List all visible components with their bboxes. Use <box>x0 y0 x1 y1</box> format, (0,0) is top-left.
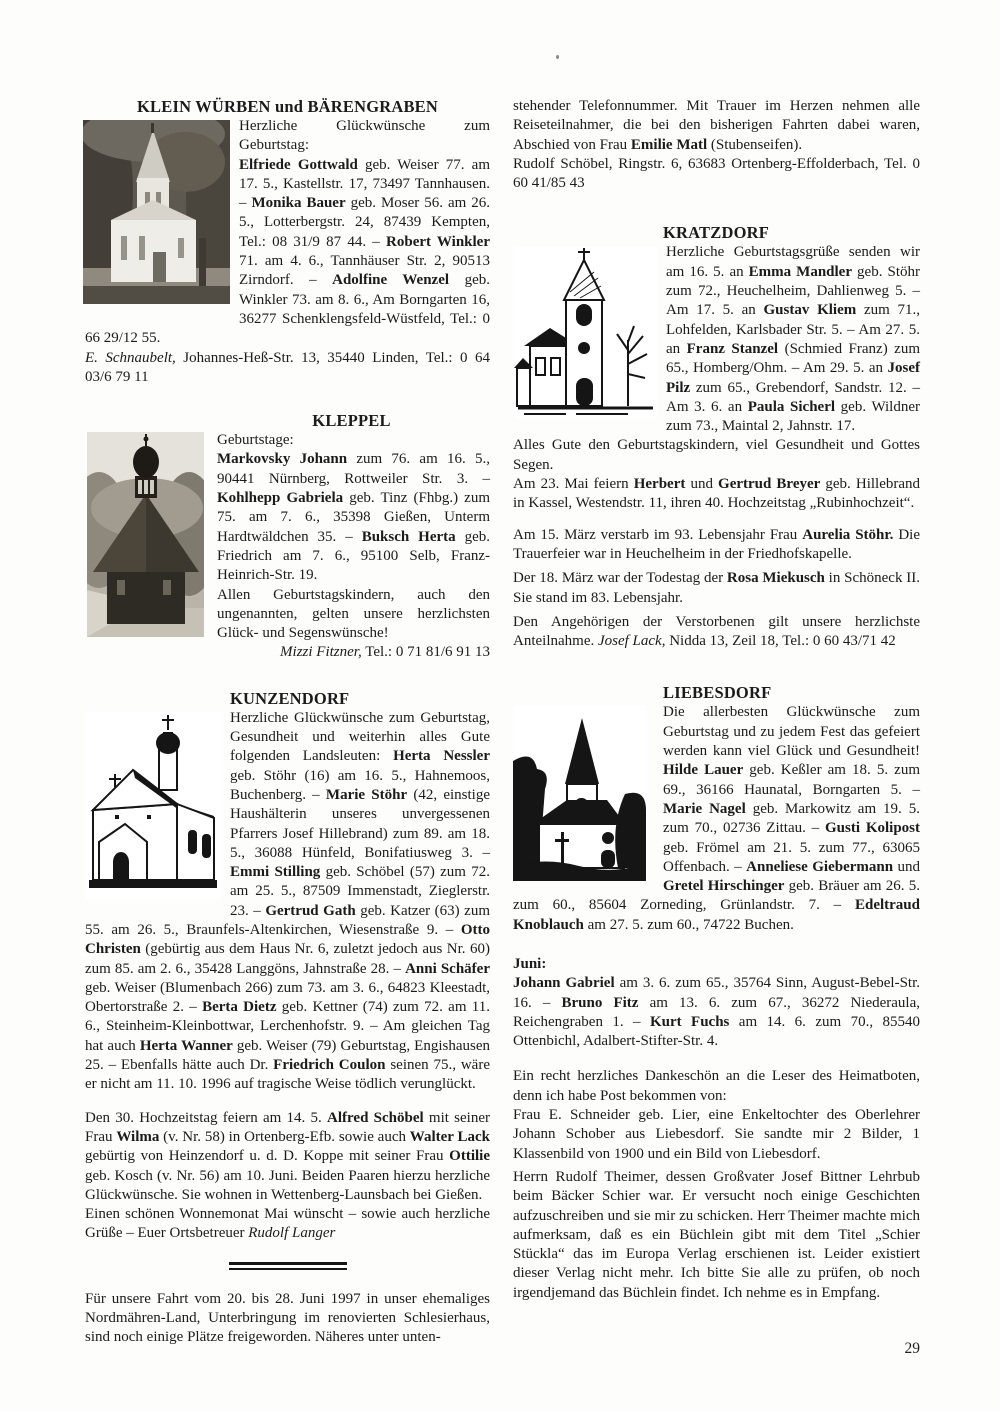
text-run: geb. Stöhr (16) am 16. 5., Hahnemoos, Buchenberg. – <box>230 767 490 803</box>
bold-text-run: Buksch Herta <box>361 528 456 545</box>
bold-text-run: Juni: <box>513 955 547 972</box>
page-number: 29 <box>904 1340 920 1357</box>
section-heading-liebesdorf: LIEBESDORF <box>663 683 772 703</box>
text-run: Am 23. Mai feiern <box>513 476 634 493</box>
bold-text-run: Gertrud Breyer <box>718 476 821 493</box>
bold-text-run: Gusti Kolipost <box>825 820 921 837</box>
text-run: am 3. 6. zum 65., 35764 Sinn, August-Bebel-Str. 16. – <box>513 975 921 1011</box>
ruby-wedding-paragraph <box>513 475 920 514</box>
anniversary-paragraph <box>85 1109 490 1205</box>
bold-text-run: Paula Sicherl <box>747 398 836 415</box>
bold-text-run: Kohlhepp Gabriela <box>217 490 344 507</box>
text-run: geb. Weiser 77. am 17. 5., Kastellstr. 17, 73497 Tannhausen. – <box>239 156 490 212</box>
trip-notice-paragraph <box>85 1290 490 1348</box>
text-run: Die allerbesten Glückwünsche zum Geburtstag und zu jedem Fest das gefeiert werden kann viel Glück und Gesundheit! <box>663 704 920 760</box>
text-run: in Schöneck II. Sie stand im 83. Lebensjahr. <box>513 570 920 606</box>
obituary-stoehr <box>513 526 920 565</box>
bold-text-run: Gretel Hirschinger <box>663 878 785 895</box>
text-run: Am 15. März verstarb im 93. Lebensjahr Frau <box>513 526 803 543</box>
letter-theimer-paragraph <box>513 1168 920 1303</box>
text-run: geb. Markowitz am 19. 5. zum 70., 02736 Zittau. – <box>663 800 920 837</box>
bold-text-run: Anni Schäfer <box>405 960 490 977</box>
bold-text-run: Marie Stöhr <box>325 786 408 803</box>
text-run: zum 65., Grebendorf, Sandstr. 12. – Am 3. 6. an <box>666 379 920 415</box>
text-run: Einen schönen Wonnemonat Mai wünscht – sowie auch herzliche Grüße – Euer Ortsbetreuer <box>85 1206 490 1242</box>
text-run: am 27. 5. zum 60., 74722 Buchen. <box>583 916 794 933</box>
june-birthdays <box>513 974 920 1051</box>
text-run: Ein recht herzliches Dankeschön an die Leser des Heimatboten, denn ich habe Post bekommen von: <box>513 1068 920 1104</box>
text-run: mit seiner Frau <box>85 1109 490 1145</box>
may-greeting-paragraph <box>85 1205 490 1244</box>
text-run: stehender Telefonnummer. Mit Trauer im Herzen nehmen alle Reiseteilnahmer, die bei den bisherigen Fahrten dabei waren, Abschied von Frau <box>513 98 920 153</box>
text-run: geb. Stöhr zum 72., Heuchelheim, Dahlienweg 5. – Am 17. 5. an <box>666 263 920 319</box>
bold-text-run: Elfriede Gottwald <box>239 156 358 173</box>
trip-notice-continued <box>513 97 920 155</box>
text-run: Die Trauerfeier war in Heuchelheim in der Friedhofskapelle. <box>513 526 920 562</box>
right-column <box>513 97 920 1303</box>
text-run: Geburtstage: <box>217 432 294 449</box>
bold-text-run: Herbert <box>633 476 686 493</box>
text-run: geb. Katzer (63) zum 55. am 26. 5., Braunfels-Altenkirchen, Wiesenstraße 9. – <box>85 902 490 938</box>
kleppel-chapel-photo <box>87 432 204 637</box>
bold-text-run: Emilie Matl <box>630 136 708 153</box>
bold-text-run: Adolfine Wenzel <box>332 272 450 289</box>
text-run: und <box>893 858 921 875</box>
bold-text-run: Monika Bauer <box>251 195 346 212</box>
kunzendorf-church-drawing <box>85 712 222 900</box>
bold-text-run: Aurelia Stöhr. <box>802 526 894 543</box>
text-run: geb. Winkler 73. am 8. 6., Am Borngarten 16, 36277 Schenklengsfeld-Wüstfeld, Tel.: 0 66 29/12 55. <box>85 272 490 347</box>
bold-text-run: Emma Mandler <box>748 263 852 280</box>
text-run: Herzliche Glückwünsche zum Geburtstag, Gesundheit und weiterhin alles Gute folgenden Landsleuten: <box>230 709 490 765</box>
bold-text-run: Walter Lack <box>409 1128 490 1145</box>
bold-text-run: Emmi Stilling <box>230 864 321 881</box>
text-run: geb. Bräuer am 26. 5. zum 60., 85604 Zorneding, Grünlandstr. 7. – <box>513 878 921 914</box>
text-run: (Schmied Franz) zum 65., Homberg/Ohm. – Am 29. 5. an <box>666 340 920 377</box>
bold-text-run: Otto Christen <box>85 921 490 958</box>
text-run: Für unsere Fahrt vom 20. bis 28. Juni 1997 in unser ehemaliges Nordmähren-Land, Unterbringung im renovierten Schlesierhaus, sind noch einige Plätze freigeworden. Näheres unter unten- <box>85 1290 490 1346</box>
bold-text-run: Edeltraud Knoblauch <box>513 897 920 933</box>
section-heading-kunzendorf: KUNZENDORF <box>230 688 350 708</box>
bold-text-run: Herta Wanner <box>139 1037 233 1054</box>
italic-text-run: E. Schnaubelt, <box>85 349 176 366</box>
bold-text-run: Ottilie <box>449 1148 490 1165</box>
bold-text-run: Gustav Kliem <box>763 302 857 319</box>
klein-wuerben-church-photo <box>83 120 230 304</box>
text-run: Herrn Rudolf Theimer, dessen Großvater Josef Bittner Lehrbub beim Bäcker Schier war. Er versucht noch einige Geschichten aufzuschreiben und sie mir zu schicken. Herr Theimer machte mich aufmerksam, daß es ein Büchlein gibt mit dem Titel „Schier Stückla“ das im Europa Verlag erschienen ist. Leider existiert dieser Verlag nicht mehr. Ich bitte Sie alle zu prüfen, ob noch irgendjemand das Büchlein findet. Ich nehme es in Empfang. <box>513 1168 920 1301</box>
bold-text-run: Josef Pilz <box>666 360 920 396</box>
bold-text-run: Gertrud Gath <box>265 902 356 919</box>
text-run: am 13. 6. zum 67., 36272 Niederaula, Reichengraben 1. – <box>513 994 920 1030</box>
text-run: am 14. 6. zum 70., 85540 Ottenbichl, Adalbert-Stifter-Str. 4. <box>513 1013 920 1050</box>
bold-text-run: Hilde Lauer <box>663 762 744 779</box>
text-run: geb. Hillebrand in Kassel, Westendstr. 11, ihren 40. Hochzeitstag „Rubinhochzeit“. <box>513 476 921 512</box>
bold-text-run: Herta Nessler <box>393 748 490 765</box>
text-run: Johannes-Heß-Str. 13, 35440 Linden, Tel.: 0 64 03/6 79 11 <box>85 349 490 385</box>
bold-text-run: Bruno Fitz <box>561 994 639 1011</box>
section-heading-klein-wuerben: KLEIN WÜRBEN und BÄRENGRABEN <box>137 97 438 116</box>
bold-text-run: Markovsky Johann <box>217 451 348 468</box>
text-run: (gebürtig aus dem Haus Nr. 6, zuletzt jedoch aus Nr. 60) zum 85. am 2. 6., 35428 Langgöns, Jahnstraße 28. – <box>85 941 490 977</box>
trip-contact <box>513 155 920 194</box>
text-run: geb. Moser 56. am 26. 5., Lotterbergstr. 24, 87439 Kempten, Tel.: 08 31/9 87 44. – <box>239 195 490 250</box>
bold-text-run: Alfred Schöbel <box>327 1109 424 1126</box>
text-run: geb. Kosch (v. Nr. 56) am 10. Juni. Beiden Paaren hierzu herzliche Glückwünsche. Sie wohnen in Wettenberg-Launsbach bei Gießen. <box>85 1167 490 1203</box>
text-run: Den 30. Hochzeitstag feiern am 14. 5. <box>85 1109 328 1126</box>
text-run: geb. Wildner zum 73., Maintal 2, Jahnstr. 17. <box>666 398 920 435</box>
scan-speck <box>556 55 559 59</box>
bold-text-run: Anneliese Giebermann <box>746 858 894 875</box>
text-run: geb. Frömel am 21. 5. zum 77., 63065 Offenbach. – <box>663 839 920 875</box>
text-run: Herzliche Geburtstagsgrüße senden wir am 16. 5. an <box>666 244 920 280</box>
text-run: Allen Geburtstagskindern, auch den ungenannten, gelten unsere herzlichsten Glück- und Segenswünsche! <box>217 586 490 642</box>
text-run: Alles Gute den Geburtstagskindern, viel Gesundheit und Gottes Segen. <box>513 437 920 473</box>
text-run: (Stubenseifen). <box>707 136 803 153</box>
liebesdorf-church-drawing <box>513 706 646 881</box>
obituary-miekusch <box>513 569 920 608</box>
text-run: geb. Friedrich am 7. 6., 95100 Selb, Franz-Heinrich-Str. 19. <box>217 528 490 584</box>
section-divider-rule <box>229 1262 347 1270</box>
bold-text-run: Franz Stanzel <box>686 340 779 357</box>
bold-text-run: Berta Dietz <box>202 999 277 1016</box>
june-label <box>513 955 920 974</box>
text-run: Nidda 13, Zeil 18, Tel.: 0 60 43/71 42 <box>665 633 896 650</box>
text-run: geb. Weiser (79) Geburtstag, Engishausen 25. – Ebenfalls hätte auch Dr. <box>85 1037 490 1074</box>
text-run: Herzliche Glückwünsche zum Geburtstag: <box>239 118 490 154</box>
bold-text-run: Kurt Fuchs <box>649 1013 730 1030</box>
text-run: Tel.: 0 71 81/6 91 13 <box>361 644 490 661</box>
bold-text-run: Johann Gabriel <box>513 975 615 992</box>
text-run: und <box>685 476 719 493</box>
italic-text-run: Josef Lack, <box>597 633 666 650</box>
letter-schneider-paragraph <box>513 1106 920 1164</box>
text-run: Rudolf Schöbel, Ringstr. 6, 63683 Ortenberg-Effolderbach, Tel. 0 60 41/85 43 <box>513 155 920 192</box>
section-heading-kleppel: KLEPPEL <box>312 411 391 431</box>
text-run: 71. am 4. 6., Tannhäuser Str. 2, 90513 Zirndorf. – <box>239 253 490 289</box>
text-run: geb. Keßler am 18. 5. zum 69., 36166 Haunatal, Borngarten 5. – <box>663 762 920 798</box>
section-heading-kratzdorf: KRATZDORF <box>663 223 769 243</box>
text-run: (v. Nr. 58) in Ortenberg-Efb. sowie auch <box>159 1128 410 1145</box>
text-run: zum 76. am 16. 5., 90441 Nürnberg, Rottweiler Str. 3. – <box>217 451 490 487</box>
bold-text-run: Marie Nagel <box>663 800 746 817</box>
text-run: gebürtig von Heinzendorf u. d. D. Koppe mit seiner Frau <box>85 1148 450 1165</box>
text-run: (42, einstige Haushälterin unseres unvergessenen Pfarrers Josef Hillebrand) zum 89. am 18. 5., 36088 Hünfeld, Bonifatiusweg 3. – <box>230 786 491 861</box>
text-run: geb. Tinz (Fhbg.) zum 75. am 7. 6., 35398 Gießen, Unterm Hardtwäldchen 35. – <box>217 490 490 545</box>
text-run: geb. Weiser (Blumenbach 266) zum 73. am 3. 6., 64823 Kleestadt, Obertorstraße 2. – <box>85 979 490 1016</box>
left-column <box>85 97 490 1348</box>
italic-text-run: Mizzi Fitzner, <box>280 644 362 661</box>
bold-text-run: Friedrich Coulon <box>273 1057 386 1074</box>
text-run: seinen 75., wäre er nicht am 11. 10. 1996 auf tragische Weise tödlich verunglückt. <box>85 1057 490 1093</box>
text-run: geb. Schöbel (57) zum 72. am 25. 5., 87509 Immenstadt, Zieglerstr. 23. – <box>230 864 490 919</box>
kratzdorf-church-drawing <box>514 246 657 419</box>
thanks-paragraph <box>513 1067 920 1106</box>
text-run: Frau E. Schneider geb. Lier, eine Enkeltochter des Oberlehrer Johann Schober aus Liebesdorf. Sie sandte mir 2 Bilder, 1 Klassenbild von 1900 und ein Bild von Liebesdorf. <box>513 1107 920 1162</box>
text-run: Der 18. März war der Todestag der <box>513 570 727 587</box>
bold-text-run: Robert Winkler <box>386 233 490 250</box>
klein-wuerben-contact <box>85 349 490 388</box>
bold-text-run: Wilma <box>116 1128 160 1145</box>
italic-text-run: Rudolf Langer <box>248 1225 336 1242</box>
paragraph-gap <box>513 514 920 526</box>
condolence-paragraph <box>513 613 920 652</box>
bold-text-run: Rosa Miekusch <box>726 570 825 587</box>
text-run: Den Angehörigen der Verstorbenen gilt unsere herzlichste Anteilnahme. <box>513 613 920 650</box>
text-run: zum 71., Lohfelden, Karlsbader Str. 5. – Am 27. 5. an <box>666 302 920 357</box>
kleppel-contact <box>85 643 490 662</box>
text-run: geb. Kettner (74) zum 72. am 11. 6., Steinheim-Kleinbottwar, Lerchenhofstr. 9. – Am gleichen Tag hat auch <box>85 999 490 1054</box>
kratzdorf-wishes <box>513 436 920 475</box>
